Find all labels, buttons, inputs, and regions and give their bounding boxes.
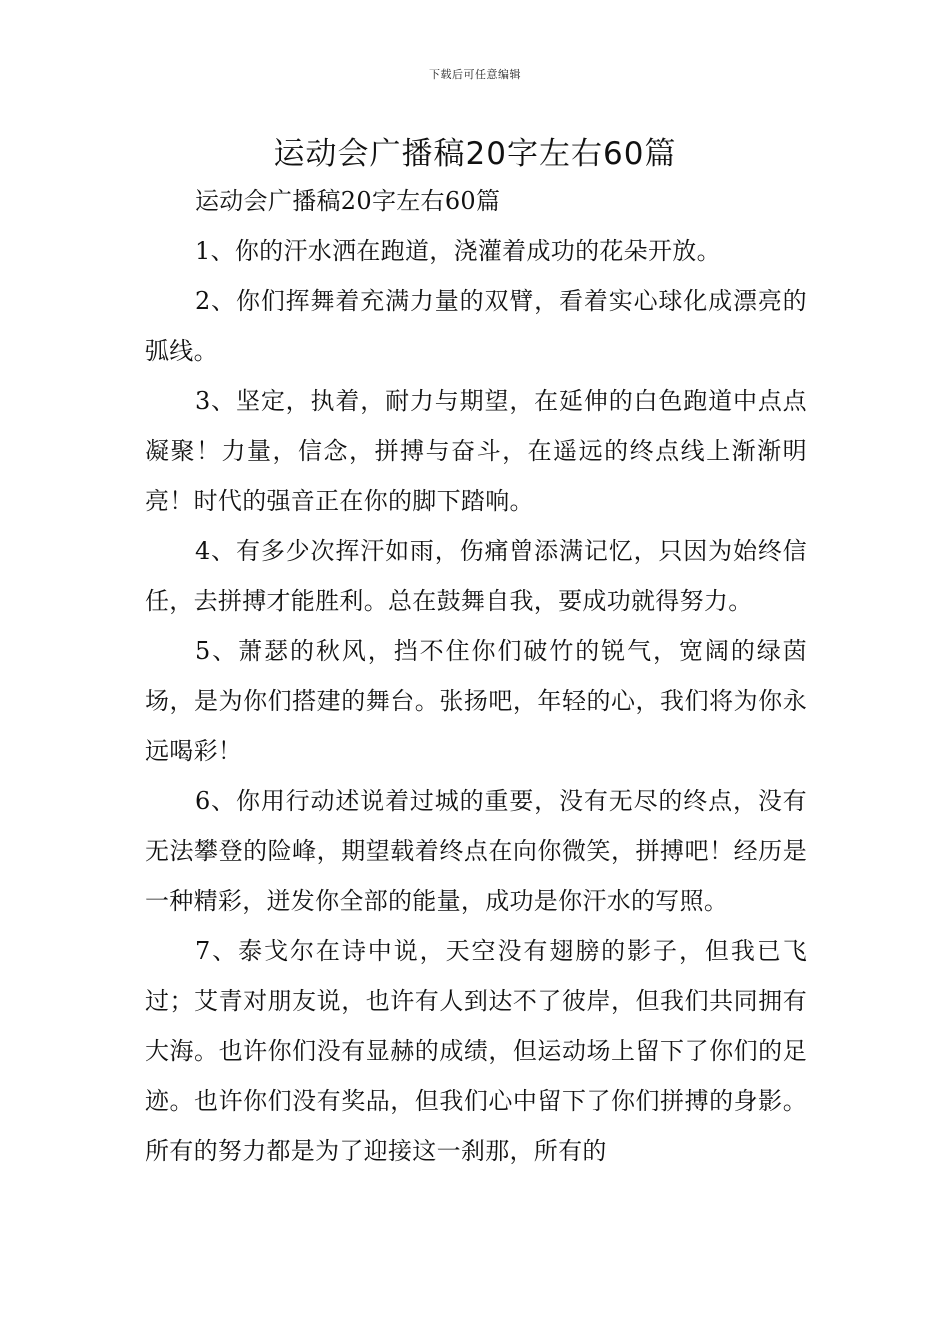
paragraph-5: 5、萧瑟的秋风，挡不住你们破竹的锐气，宽阔的绿茵场，是为你们搭建的舞台。张扬吧，年轻的心，我们将为你永远喝彩！ — [145, 637, 807, 765]
paragraph-3: 3、坚定，执着，耐力与期望，在延伸的白色跑道中点点凝聚！力量，信念，拼搏与奋斗，在遥远的终点线上渐渐明亮！时代的强音正在你的脚下踏响。 — [145, 387, 807, 515]
document-title: 运动会广播稿20字左右60篇 — [273, 136, 677, 172]
document-body — [145, 176, 807, 1176]
paragraph-subtitle: 运动会广播稿20字左右60篇 — [195, 187, 501, 215]
paragraph-6: 6、你用行动述说着过城的重要，没有无尽的终点，没有无法攀登的险峰，期望载着终点在向你微笑，拼搏吧！经历是一种精彩，迸发你全部的能量，成功是你汗水的写照。 — [145, 787, 807, 915]
header-note: 下载后可任意编辑 — [429, 68, 521, 81]
paragraph-2: 2、你们挥舞着充满力量的双臂，看着实心球化成漂亮的弧线。 — [145, 287, 807, 365]
paragraph-7: 7、泰戈尔在诗中说，天空没有翅膀的影子，但我已飞过；艾青对朋友说，也许有人到达不了彼岸，但我们共同拥有大海。也许你们没有显赫的成绩，但运动场上留下了你们的足迹。也许你们没有奖品，但我们心中留下了你们拼搏的身影。所有的努力都是为了迎接这一刹那，所有的 — [145, 937, 807, 1165]
paragraph-4: 4、有多少次挥汗如雨，伤痛曾添满记忆，只因为始终信任，去拼搏才能胜利。总在鼓舞自我，要成功就得努力。 — [145, 537, 807, 615]
paragraph-1: 1、你的汗水洒在跑道，浇灌着成功的花朵开放。 — [195, 237, 721, 265]
